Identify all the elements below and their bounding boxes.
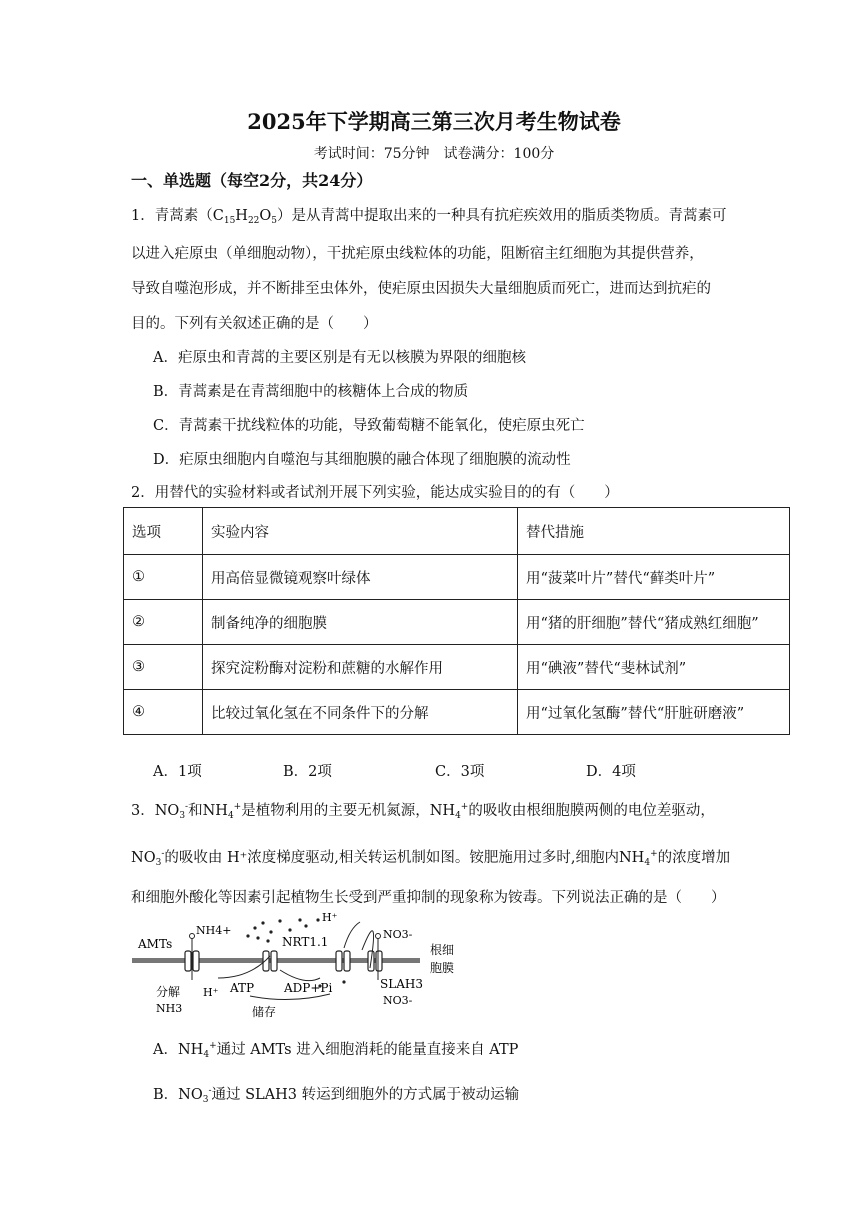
q2-answer-b: B．2项 [283, 764, 332, 780]
proton-dots [246, 918, 345, 987]
nitrate-label-bottom: NO3- [383, 994, 413, 1007]
q3-line1: 3．$NO_3^-$和$NH_4^+$是植物利用的主要无机氮源，$NH_4^+$的吸收由根细胞膜两侧的电位差驱动， [131, 802, 715, 821]
table-row [124, 600, 790, 645]
storage-label: 储存 [252, 1005, 277, 1019]
ion-ammonium: $NH_4^+$ [202, 802, 242, 821]
q3-line3: 和细胞外酸化等因素引起植物生长受到严重抑制的现象称为铵毒。下列说法正确的是（ ） [131, 890, 726, 906]
q1-line3: 导致自噬泡形成，并不断排至虫体外，使疟原虫因损失大量细胞质而死亡，进而达到抗疟的 [131, 281, 711, 297]
table-cell: ③ [124, 645, 203, 690]
atp-label: ATP [230, 981, 255, 995]
table-cell: 用“过氧化氢酶”替代“肝脏研磨液” [518, 690, 790, 735]
q2-table [123, 507, 790, 735]
q2-stem: 2．用替代的实验材料或者试剂开展下列实验，能达成实验目的的有（ ） [131, 485, 619, 501]
q1-option-b: B．青蒿素是在青蒿细胞中的核糖体上合成的物质 [153, 384, 469, 400]
table-row [124, 555, 790, 600]
table-cell: ④ [124, 690, 203, 735]
q2-answer-d: D．4项 [586, 764, 636, 780]
table-cell: 用“猪的肝细胞”替代“猪成熟红细胞” [518, 600, 790, 645]
q2-answer-a: A．1项 [153, 764, 202, 780]
q1-option-d: D．疟原虫细胞内自噬泡与其细胞膜的融合体现了细胞膜的流动性 [153, 452, 571, 468]
table-cell: 用“碘液”替代“斐林试剂” [518, 645, 790, 690]
q3-option-b: B．$NO_3^-$通过 SLAH3 转运到细胞外的方式属于被动运输 [153, 1086, 520, 1105]
transport-diagram [130, 908, 470, 1023]
amts-label: AMTs [138, 937, 173, 951]
section-heading: 一、单选题（每空2分，共24分） [131, 171, 373, 190]
table-cell: 比较过氧化氢在不同条件下的分解 [203, 690, 518, 735]
ion-ammonium: $NH_4^+$ [429, 802, 469, 821]
q1-line1: 1．青蒿素$(C_{15}H_{22}O_5)$是从青蒿中提取出来的一种具有抗疟疾效用的脂质类物质。青蒿素可 [131, 208, 727, 226]
table-row [124, 645, 790, 690]
exam-meta: 考试时间：75分钟 试卷满分：100分 [313, 146, 555, 162]
q1-option-c: C．青蒿素干扰线粒体的功能，导致葡萄糖不能氧化，使疟原虫死亡 [153, 418, 585, 434]
table-header: 实验内容 [203, 508, 518, 555]
table-cell: ② [124, 600, 203, 645]
proton-label: H⁺ [322, 911, 338, 924]
table-cell: 制备纯净的细胞膜 [203, 600, 518, 645]
proton-label-inside: H⁺ [203, 986, 219, 999]
q1-line4: 目的。下列有关叙述正确的是（ ） [131, 316, 378, 332]
table-header: 选项 [124, 508, 203, 555]
nrt-label: NRT1.1 [282, 935, 329, 949]
decompose-label: 分解 [156, 985, 181, 999]
ion-nitrate: $NO_3^-$ [178, 1086, 212, 1105]
q1-formula: $C_{15}H_{22}O_5$ [212, 208, 278, 226]
table-cell: 用“菠菜叶片”替代“藓类叶片” [518, 555, 790, 600]
ion-nitrate: $NO_3^-$ [131, 849, 165, 868]
ammonia-label: NH3 [156, 1002, 183, 1015]
page-title: 2025年下学期高三第三次月考生物试卷 [247, 109, 621, 134]
ion-ammonium: $NH_4^+$ [618, 849, 658, 868]
adp-label: ADP+Pi [284, 981, 333, 995]
ammonium-marker [190, 934, 195, 939]
nitrate-marker [376, 934, 381, 939]
q2-answer-c: C．3项 [435, 764, 485, 780]
membrane-label-1: 根细 [430, 943, 455, 957]
nitrate-label-top: NO3- [383, 928, 413, 941]
table-header-row [124, 508, 790, 555]
table-cell: 用高倍显微镜观察叶绿体 [203, 555, 518, 600]
ammonium-label: NH4+ [196, 924, 232, 937]
q1-line2: 以进入疟原虫（单细胞动物），干扰疟原虫线粒体的功能，阻断宿主红细胞为其提供营养， [131, 246, 704, 262]
slah3-label: SLAH3 [380, 977, 423, 991]
table-cell: ① [124, 555, 203, 600]
q1-option-a: A．疟原虫和青蒿的主要区别是有无以核膜为界限的细胞核 [153, 350, 526, 366]
table-header: 替代措施 [518, 508, 790, 555]
q3-option-a: A．$NH_4^+$通过 AMTs 进入细胞消耗的能量直接来自 ATP [153, 1041, 519, 1060]
ion-nitrate: $NO_3^-$ [154, 802, 189, 821]
q3-line2: $NO_3^-$的吸收由 H⁺浓度梯度驱动,相关转运机制如图。铵肥施用过多时,细胞内$NH_4^+$的浓度增加 [131, 849, 731, 868]
table-row [124, 690, 790, 735]
table-cell: 探究淀粉酶对淀粉和蔗糖的水解作用 [203, 645, 518, 690]
ion-ammonium: $NH_4^+$ [177, 1041, 217, 1060]
membrane-label-2: 胞膜 [430, 961, 455, 975]
